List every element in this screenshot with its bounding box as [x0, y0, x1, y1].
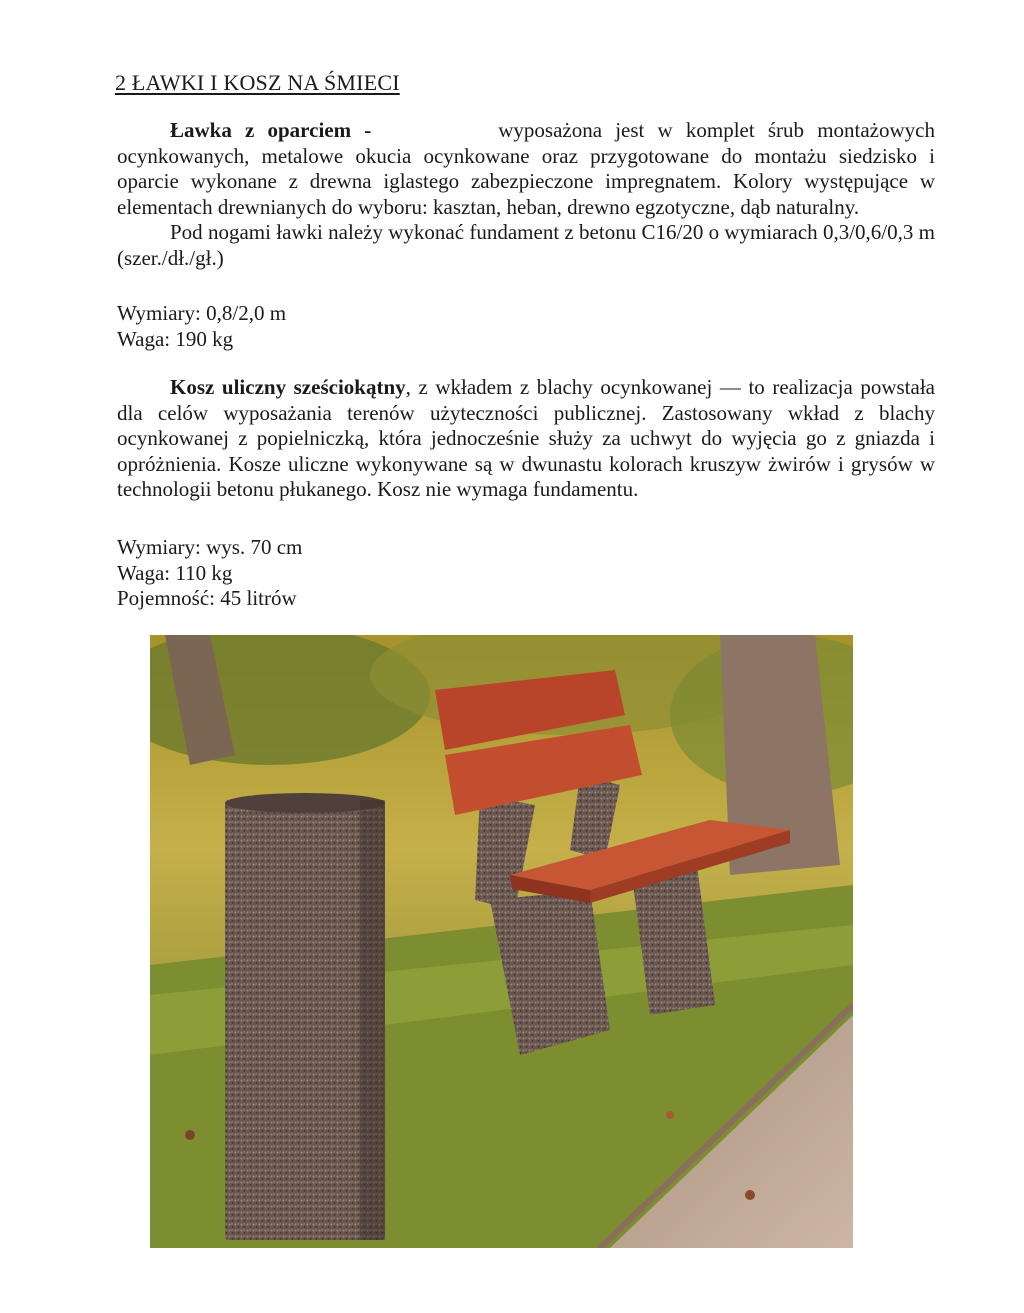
bin-spec-dimensions: Wymiary: wys. 70 cm [117, 535, 303, 559]
section-heading: 2 ŁAWKI I KOSZ NA ŚMIECI [115, 70, 400, 95]
bin-name: Kosz uliczny sześciokątny [170, 375, 406, 399]
bin-description [117, 375, 935, 503]
bin-specs [117, 535, 302, 612]
bench-spec-dimensions: Wymiary: 0,8/2,0 m [117, 301, 287, 325]
bench-description-text: wyposażona jest w komplet śrub montażowych ocynkowanych, metalowe okucia ocynkowane oraz przygotowane do montażu siedzisko i oparcie wykonane z drewna iglastego zabezpieczone impregnatem. Kolory występujące w elementach drewnianych do wyboru: kasztan, heban, drewno egzotyczne, dąb naturalny. [117, 118, 935, 219]
bin-spec-weight: Waga: 110 kg [117, 560, 233, 585]
bench-spec-weight: Waga: 190 kg [117, 326, 234, 351]
bench-specs [117, 301, 286, 352]
bench-foundation-text: Pod nogami ławki należy wykonać fundament z betonu C16/20 o wymiarach 0,3/0,6/0,3 m (szer./dł./gł.) [117, 220, 935, 270]
bench-description [117, 118, 935, 220]
bench-and-bin-photo [150, 635, 853, 1248]
bench-foundation-note [117, 220, 935, 271]
bin-spec-capacity: Pojemność: 45 litrów [117, 586, 297, 611]
bench-name: Ławka z oparciem - [170, 118, 372, 142]
bin-description-text: , z wkładem z blachy ocynkowanej — to realizacja powstała dla celów wyposażania terenów użyteczności publicznej. Zastosowany wkład z blachy ocynkowanej z popielniczką, która jednocześnie służy za uchwyt do wyjęcia go z gniazda i opróżnienia. Kosze uliczne wykonywane są w dwunastu kolorach kruszyw żwirów i grysów w technologii betonu płukanego. Kosz nie wymaga fundamentu. [117, 375, 935, 502]
